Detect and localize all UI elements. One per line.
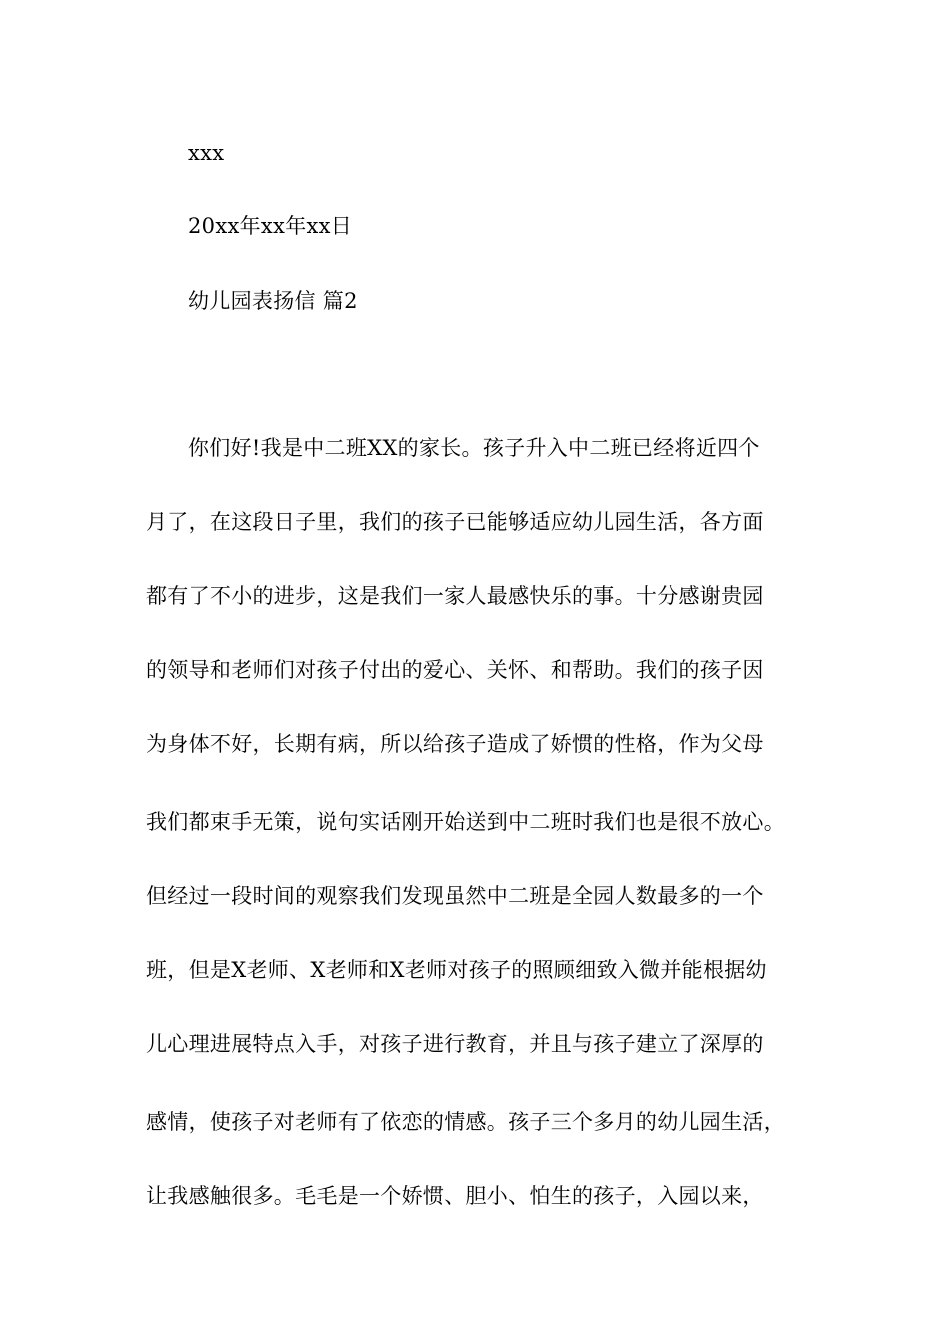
paragraph-line: 感情，使孩子对老师有了依恋的情感。孩子三个多月的幼儿园生活， xyxy=(146,1110,785,1134)
paragraph-line: 儿心理进展特点入手，对孩子进行教育，并且与孩子建立了深厚的 xyxy=(146,1032,764,1056)
date-text: 20xx年xx年xx日 xyxy=(188,214,353,238)
paragraph-line: 为身体不好，长期有病，所以给孩子造成了娇惯的性格，作为父母 xyxy=(146,732,764,756)
paragraph-line: 但经过一段时间的观察我们发现虽然中二班是全园人数最多的一个 xyxy=(146,884,764,908)
paragraph-line: 班，但是X老师、X老师和X老师对孩子的照顾细致入微并能根据幼 xyxy=(146,958,767,982)
paragraph-line: 让我感触很多。毛毛是一个娇惯、胆小、怕生的孩子，入园以来， xyxy=(146,1184,764,1208)
section-heading: 幼儿园表扬信 篇2 xyxy=(188,289,358,313)
signature-text: xxx xyxy=(188,141,225,165)
paragraph-line: 的领导和老师们对孩子付出的爱心、关怀、和帮助。我们的孩子因 xyxy=(146,658,764,682)
paragraph-line: 月了，在这段日子里，我们的孩子已能够适应幼儿园生活，各方面 xyxy=(146,510,764,534)
paragraph-line: 我们都束手无策，说句实话刚开始送到中二班时我们也是很不放心。 xyxy=(146,810,785,834)
paragraph-line: 你们好!我是中二班XX的家长。孩子升入中二班已经将近四个 xyxy=(188,436,760,460)
paragraph-line: 都有了不小的进步，这是我们一家人最感快乐的事。十分感谢贵园 xyxy=(146,584,764,608)
